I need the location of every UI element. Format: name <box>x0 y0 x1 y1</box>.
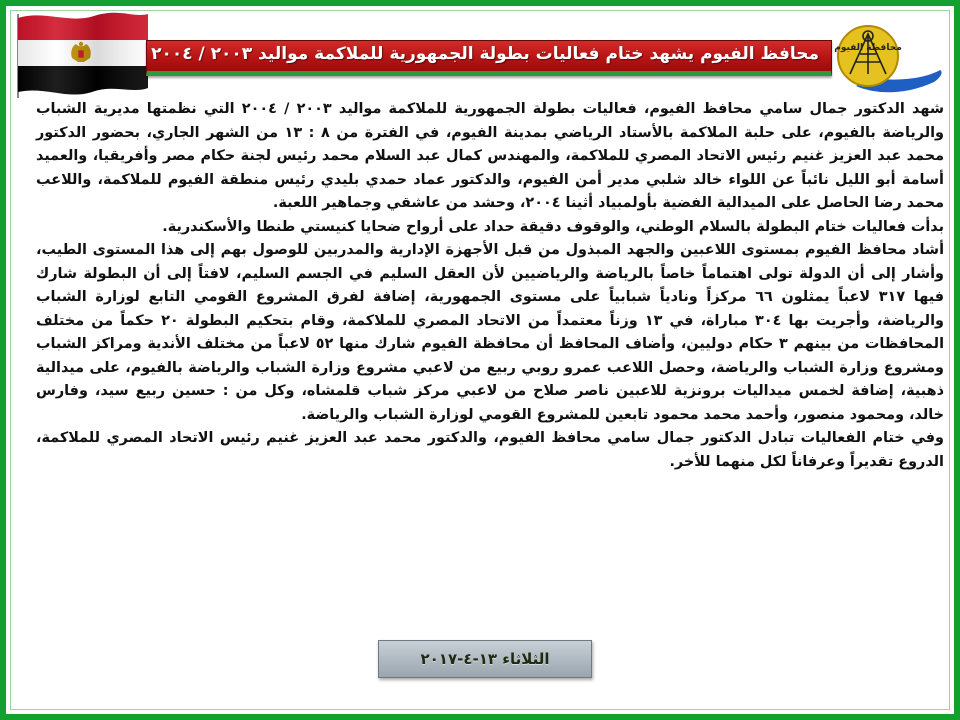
article-paragraph: أشاد محافظ الفيوم بمستوى اللاعبين والجهد المبذول من قبل الأجهزة الإدارية والمدربين للوصول بهم إلى هذا المستوى الطيب، وأشار إلى أن الدولة تولى اهتماماً خاصاً بالرياضة والرياضيين لأن العقل السليم في الجسم السليم، لافتاً إلى أن البطولة شارك فيها ٣١٧ لاعباً يمثلون ٦٦ مركزاً ونادياً شبابياً على مستوى الجمهورية، إضافة لفرق المشروع القومي التابع لوزارة الشباب والرياضة، وأجريت بها ٣٠٤ مباراة، في ١٣ وزناً معتمداً من الاتحاد المصري للملاكمة، وقام بتحكيم البطولة ٢٠ حكماً من مختلف المحافظات من بينهم ٣ حكام دوليين، وأضاف المحافظ أن محافظة الفيوم شارك منها ٥٢ لاعباً من مختلف الأندية ومراكز الشباب ومشروع وزارة الشباب والرياضة، وحصل اللاعب عمرو روبي ربيع من لاعبي مشروع وزارة الشباب والرياضة بالفيوم، على ميدالية ذهبية، إضافة لخمس ميداليات برونزية للاعبين ناصر صلاح من لاعبي مركز شباب قلمشاه، وكل من : حسين ربيع سيد، وفارس خالد، ومحمود منصور، وأحمد محمد محمود تابعين للمشروع القومي لوزارة الشباب والرياضة. <box>36 242 944 423</box>
publish-date-badge: الثلاثاء ١٣-٤-٢٠١٧ <box>378 640 592 678</box>
logo-text: محافظة الفيوم <box>834 43 902 53</box>
article-body <box>36 98 944 474</box>
article-paragraph: شهد الدكتور جمال سامي محافظ الفيوم، فعاليات بطولة الجمهورية للملاكمة مواليد ٢٠٠٣ / ٢٠٠٤ التي نظمتها مديرية الشباب والرياضة بالفيوم، على حلبة الملاكمة بالأستاد الرياضي بمدينة الفيوم، في الفترة من ٨ : ١٣ من الشهر الجاري، بحضور الدكتور محمد عبد العزيز غنيم رئيس الاتحاد المصري للملاكمة، والمهندس كمال عبد السلام محمد رئيس لجنة حكام مصر وأفريقيا، والعميد أسامة أبو الليل نائباً عن اللواء خالد شلبي مدير أمن الفيوم، والدكتور عماد حمدي بليدي رئيس منطقة الفيوم للملاكمة، واللاعب محمد رضا الحاصل على الميدالية الفضية بأولمبياد أثينا ٢٠٠٤، وحشد من عاشقي وجماهير اللعبة. <box>36 101 944 211</box>
fayoum-governorate-logo-icon <box>834 16 948 102</box>
page-title: محافظ الفيوم يشهد ختام فعاليات بطولة الجمهورية للملاكمة مواليد ٢٠٠٣ / ٢٠٠٤ <box>146 40 832 76</box>
egypt-flag-icon <box>14 8 152 98</box>
article-paragraph: وفي ختام الفعاليات تبادل الدكتور جمال سامي محافظ الفيوم، والدكتور محمد عبد العزيز غنيم رئيس الاتحاد المصري للملاكمة، الدروع تقديراً وعرفاناً لكل منهما للأخر. <box>36 430 944 470</box>
article-paragraph: بدأت فعاليات ختام البطولة بالسلام الوطني، والوقوف دقيقة حداد على أرواح ضحايا كنيستي طنطا والأسكندرية. <box>162 218 944 235</box>
